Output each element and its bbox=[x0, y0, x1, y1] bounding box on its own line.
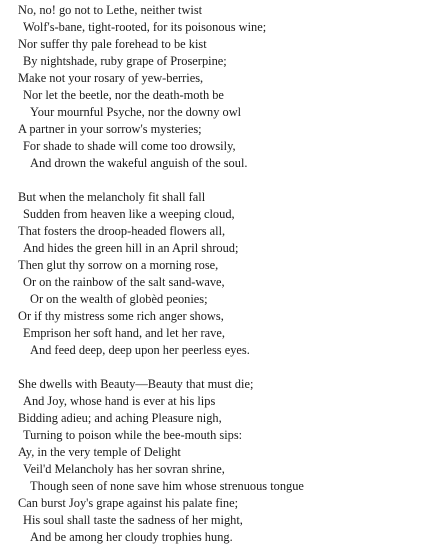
poem-line: That fosters the droop-headed flowers all, bbox=[18, 224, 226, 238]
stanza-3 bbox=[18, 376, 428, 546]
poem-line: And drown the wakeful anguish of the soul. bbox=[30, 156, 248, 170]
poem-line: Emprison her soft hand, and let her rave, bbox=[23, 326, 225, 340]
poem-line: And Joy, whose hand is ever at his lips bbox=[23, 394, 216, 408]
stanza-2 bbox=[18, 189, 428, 359]
poem-line: Make not your rosary of yew-berries, bbox=[18, 71, 204, 85]
poem-line: Your mournful Psyche, nor the downy owl bbox=[30, 105, 242, 119]
poem-line: Ay, in the very temple of Delight bbox=[18, 445, 181, 459]
poem-line: Sudden from heaven like a weeping cloud, bbox=[23, 207, 235, 221]
poem-line: But when the melancholy fit shall fall bbox=[18, 190, 206, 204]
poem-line: And feed deep, deep upon her peerless eyes. bbox=[30, 343, 250, 357]
poem-line: Or on the rainbow of the salt sand-wave, bbox=[23, 275, 225, 289]
poem-line: Can burst Joy's grape against his palate fine; bbox=[18, 496, 239, 510]
poem-line: Wolf's-bane, tight-rooted, for its poisonous wine; bbox=[23, 20, 267, 34]
poem-line: Turning to poison while the bee-mouth sips: bbox=[23, 428, 243, 442]
poem-line: His soul shall taste the sadness of her might, bbox=[23, 513, 243, 527]
poem-line: Or if thy mistress some rich anger shows, bbox=[18, 309, 224, 323]
poem-line: No, no! go not to Lethe, neither twist bbox=[18, 3, 203, 17]
poem-line: Nor suffer thy pale forehead to be kist bbox=[18, 37, 207, 51]
poem-line: And hides the green hill in an April shroud; bbox=[23, 241, 239, 255]
poem-line: Though seen of none save him whose strenuous tongue bbox=[30, 479, 304, 493]
poem-line: Veil'd Melancholy has her sovran shrine, bbox=[23, 462, 225, 476]
stanza-1 bbox=[18, 2, 428, 172]
poem-page bbox=[18, 2, 428, 546]
poem-line: Or on the wealth of globèd peonies; bbox=[30, 292, 208, 306]
poem-line: For shade to shade will come too drowsily, bbox=[23, 139, 236, 153]
poem-line: She dwells with Beauty—Beauty that must die; bbox=[18, 377, 254, 391]
poem-line: Bidding adieu; and aching Pleasure nigh, bbox=[18, 411, 222, 425]
poem-line: Then glut thy sorrow on a morning rose, bbox=[18, 258, 219, 272]
poem-line: Nor let the beetle, nor the death-moth be bbox=[23, 88, 224, 102]
poem-line: By nightshade, ruby grape of Proserpine; bbox=[23, 54, 227, 68]
poem-line: And be among her cloudy trophies hung. bbox=[30, 530, 233, 544]
poem-line: A partner in your sorrow's mysteries; bbox=[18, 122, 202, 136]
